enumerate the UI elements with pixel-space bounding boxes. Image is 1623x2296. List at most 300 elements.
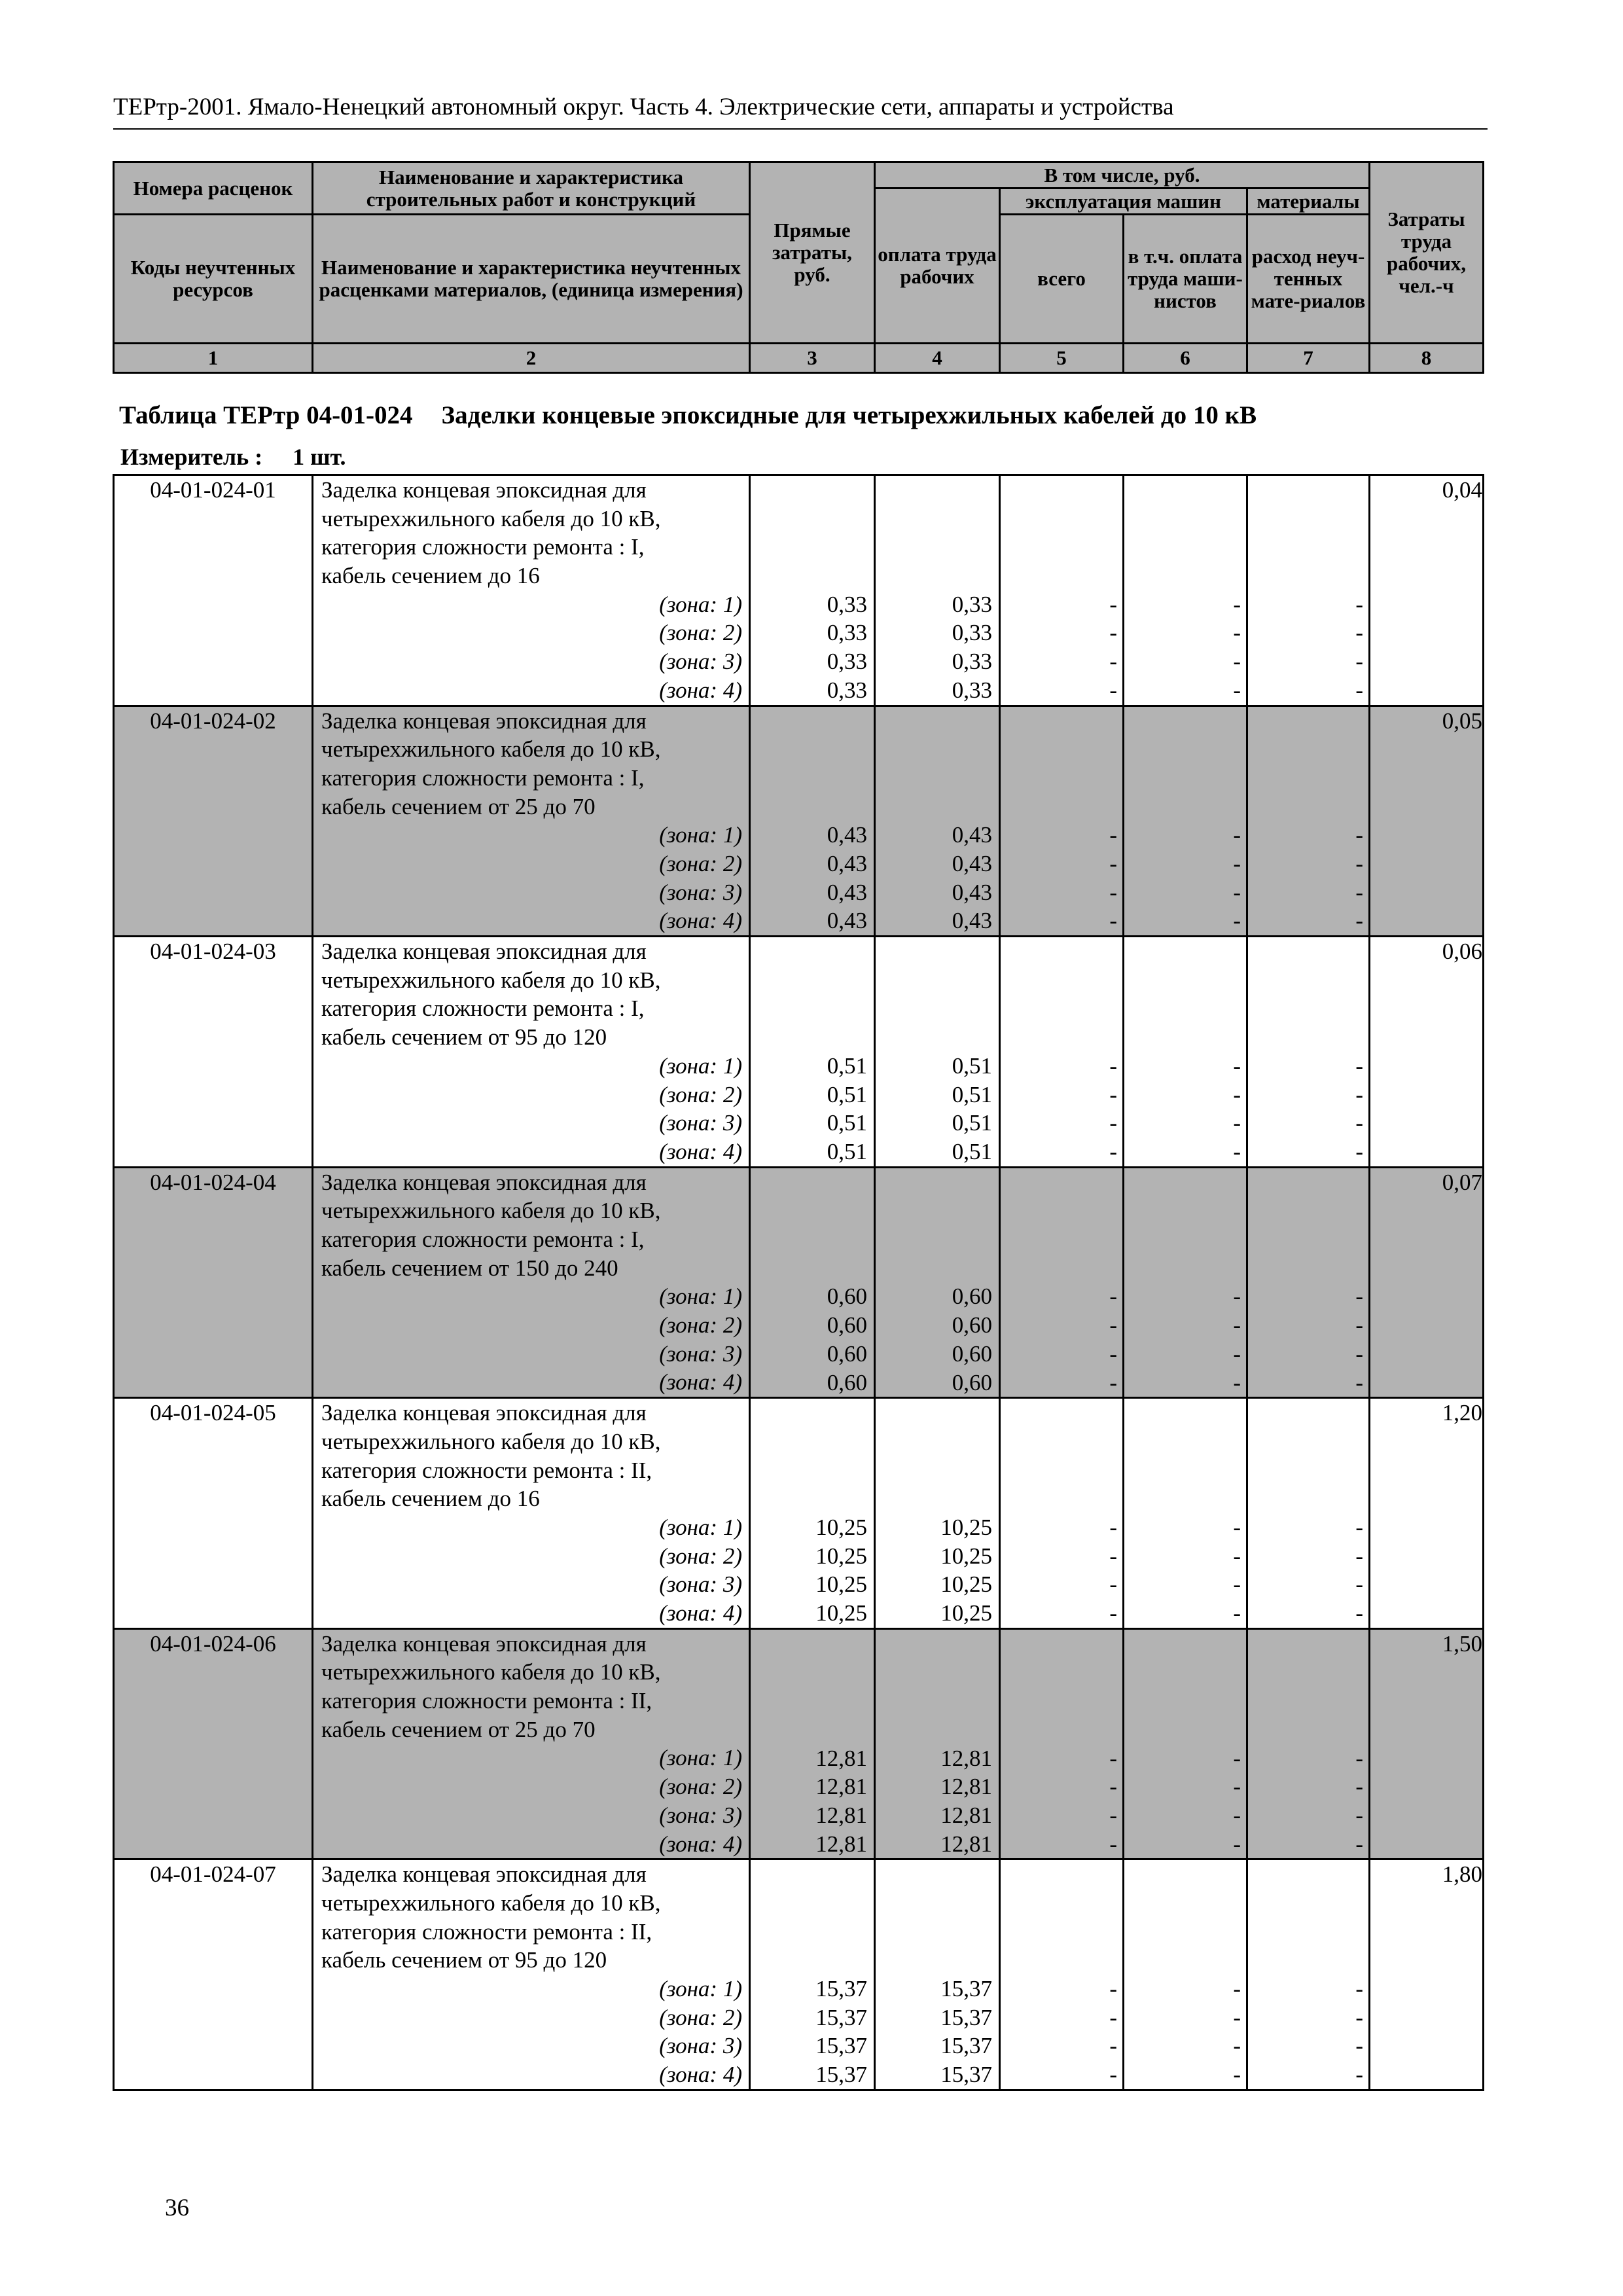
machines-total: - xyxy=(1109,822,1117,848)
description-line: четырехжильного кабеля до 10 кВ, xyxy=(321,736,661,762)
machines-total: - xyxy=(1109,591,1117,617)
materials-use-cell xyxy=(1247,937,1370,1168)
machines-total-cell xyxy=(1000,1398,1124,1629)
worker-wage: 0,43 xyxy=(952,879,992,905)
direct-cost: 15,37 xyxy=(815,1976,867,2002)
zone-label: (зона: 4) xyxy=(659,908,742,934)
machines-total: - xyxy=(1109,1976,1117,2002)
description-line: категория сложности ремонта : II, xyxy=(321,1457,652,1483)
materials-use: - xyxy=(1355,1138,1363,1164)
materials-use: - xyxy=(1355,851,1363,877)
spacer xyxy=(1001,1630,1122,1744)
worker-wage: 10,25 xyxy=(940,1571,992,1598)
description-line: категория сложности ремонта : II, xyxy=(321,1918,652,1945)
machines-total: - xyxy=(1109,1774,1117,1800)
zone-label: (зона: 1) xyxy=(659,591,742,617)
machinist-wage: - xyxy=(1233,908,1241,934)
header-number: 1 xyxy=(114,344,313,373)
machines-total: - xyxy=(1109,1110,1117,1136)
machinist-wage: - xyxy=(1233,1571,1241,1598)
machines-total: - xyxy=(1109,1571,1117,1598)
labor-cost: 1,20 xyxy=(1370,1398,1484,1629)
worker-wage: 0,43 xyxy=(952,822,992,848)
direct-cost: 10,25 xyxy=(815,1543,867,1569)
machines-total: - xyxy=(1109,1340,1117,1367)
table-row xyxy=(114,1859,1484,2090)
spacer xyxy=(751,476,874,590)
machines-total: - xyxy=(1109,1081,1117,1107)
rate-code: 04-01-024-03 xyxy=(114,937,313,1168)
machinist-wage: - xyxy=(1233,1138,1241,1164)
table-label: Таблица ТЕРтр 04-01-024 xyxy=(119,401,413,429)
labor-cost: 1,50 xyxy=(1370,1628,1484,1859)
worker-wage: 0,60 xyxy=(952,1340,992,1367)
table-row xyxy=(114,706,1484,937)
direct-cost: 0,43 xyxy=(827,908,867,934)
direct-cost-cell xyxy=(750,1859,875,2090)
description-line: категория сложности ремонта : I, xyxy=(321,996,645,1022)
worker-wage: 15,37 xyxy=(940,2062,992,2088)
spacer xyxy=(751,1168,874,1283)
worker-wage: 0,60 xyxy=(952,1312,992,1338)
header-col5: всего xyxy=(1000,215,1124,344)
machinist-wage: - xyxy=(1233,1976,1241,2002)
meter-label: Измеритель : xyxy=(120,444,263,470)
materials-use: - xyxy=(1355,1081,1363,1107)
worker-wage: 12,81 xyxy=(940,1774,992,1800)
direct-cost: 0,43 xyxy=(827,822,867,848)
description-line: категория сложности ремонта : I, xyxy=(321,764,645,791)
spacer xyxy=(1001,1399,1122,1513)
header-col8: Затраты труда рабочих, чел.-ч xyxy=(1370,162,1484,344)
spacer xyxy=(1001,937,1122,1052)
spacer xyxy=(1001,707,1122,821)
spacer xyxy=(876,1860,999,1975)
direct-cost-cell xyxy=(750,937,875,1168)
materials-use: - xyxy=(1355,1283,1363,1310)
labor-cost: 0,05 xyxy=(1370,706,1484,937)
machines-total-cell xyxy=(1000,1859,1124,2090)
direct-cost: 0,33 xyxy=(827,649,867,675)
machines-total: - xyxy=(1109,851,1117,877)
description-line: Заделка концевая эпоксидная для xyxy=(321,1169,647,1195)
machines-total: - xyxy=(1109,2062,1117,2088)
zone-label: (зона: 2) xyxy=(659,850,742,876)
machinist-wage: - xyxy=(1233,2062,1241,2088)
direct-cost: 0,60 xyxy=(827,1340,867,1367)
materials-use: - xyxy=(1355,1312,1363,1338)
machinist-wage-cell xyxy=(1124,1628,1247,1859)
machinist-wage: - xyxy=(1233,1831,1241,1857)
zone-label: (зона: 2) xyxy=(659,2004,742,2030)
worker-wage: 0,33 xyxy=(952,591,992,617)
zone-label: (зона: 4) xyxy=(659,1369,742,1395)
direct-cost: 0,51 xyxy=(827,1138,867,1164)
direct-cost-cell xyxy=(750,475,875,706)
worker-wage: 10,25 xyxy=(940,1600,992,1626)
header-number: 7 xyxy=(1247,344,1370,373)
spacer xyxy=(876,1630,999,1744)
machines-total: - xyxy=(1109,908,1117,934)
machinist-wage: - xyxy=(1233,1340,1241,1367)
machinist-wage: - xyxy=(1233,879,1241,905)
header-group-materials: материалы xyxy=(1247,188,1370,215)
description-line: Заделка концевая эпоксидная для xyxy=(321,1861,647,1888)
spacer xyxy=(1124,937,1246,1052)
spacer xyxy=(1001,1860,1122,1975)
page-number: 36 xyxy=(165,2195,189,2221)
table-row xyxy=(114,1628,1484,1859)
machines-total: - xyxy=(1109,1543,1117,1569)
machines-total: - xyxy=(1109,649,1117,675)
description-line: четырехжильного кабеля до 10 кВ, xyxy=(321,1198,661,1224)
materials-use: - xyxy=(1355,677,1363,703)
header-col3: Прямые затраты, руб. xyxy=(750,162,875,344)
zone-label: (зона: 3) xyxy=(659,2033,742,2059)
spacer xyxy=(1248,937,1368,1052)
rate-description-cell xyxy=(313,1859,750,2090)
direct-cost: 0,51 xyxy=(827,1110,867,1136)
description-line: кабель сечением от 25 до 70 xyxy=(321,1716,596,1742)
materials-use: - xyxy=(1355,908,1363,934)
materials-use: - xyxy=(1355,1802,1363,1828)
spacer xyxy=(1124,707,1246,821)
materials-use: - xyxy=(1355,1571,1363,1598)
spacer xyxy=(751,707,874,821)
spacer xyxy=(751,1860,874,1975)
header-col1-bottom: Коды неучтенных ресурсов xyxy=(114,215,313,344)
zone-label: (зона: 1) xyxy=(659,1745,742,1771)
materials-use: - xyxy=(1355,2004,1363,2030)
materials-use: - xyxy=(1355,2033,1363,2059)
rates-table xyxy=(113,474,1484,2091)
worker-wage: 12,81 xyxy=(940,1831,992,1857)
worker-wage-cell xyxy=(875,1628,1000,1859)
header-col4: оплата труда рабочих xyxy=(875,188,1000,344)
machinist-wage-cell xyxy=(1124,937,1247,1168)
worker-wage-cell xyxy=(875,1167,1000,1398)
machinist-wage: - xyxy=(1233,1369,1241,1395)
worker-wage: 0,51 xyxy=(952,1081,992,1107)
materials-use-cell xyxy=(1247,1628,1370,1859)
zone-label: (зона: 1) xyxy=(659,1514,742,1540)
table-name: Заделки концевые эпоксидные для четырехжильных кабелей до 10 кВ xyxy=(441,401,1257,429)
worker-wage: 0,60 xyxy=(952,1369,992,1395)
description-line: четырехжильного кабеля до 10 кВ, xyxy=(321,1890,661,1916)
machines-total: - xyxy=(1109,1052,1117,1079)
direct-cost: 10,25 xyxy=(815,1600,867,1626)
spacer xyxy=(751,1630,874,1744)
table-title xyxy=(119,401,1257,430)
header-col2-bottom: Наименование и характеристика неучтенных расценками материалов, (единица измерения) xyxy=(313,215,750,344)
meter xyxy=(120,443,346,471)
rate-description-cell xyxy=(313,1167,750,1398)
zone-label: (зона: 2) xyxy=(659,1081,742,1107)
machinist-wage-cell xyxy=(1124,706,1247,937)
rate-code: 04-01-024-01 xyxy=(114,475,313,706)
materials-use: - xyxy=(1355,1976,1363,2002)
description-line: Заделка концевая эпоксидная для xyxy=(321,477,647,503)
header-col2-top: Наименование и характеристика строительных работ и конструкций xyxy=(313,162,750,215)
worker-wage: 0,33 xyxy=(952,649,992,675)
direct-cost: 0,51 xyxy=(827,1081,867,1107)
machinist-wage: - xyxy=(1233,1283,1241,1310)
materials-use: - xyxy=(1355,620,1363,646)
machines-total: - xyxy=(1109,1745,1117,1771)
description-line: кабель сечением от 25 до 70 xyxy=(321,793,596,819)
materials-use: - xyxy=(1355,1543,1363,1569)
spacer xyxy=(876,937,999,1052)
machinist-wage: - xyxy=(1233,1745,1241,1771)
direct-cost: 0,60 xyxy=(827,1312,867,1338)
rate-code: 04-01-024-02 xyxy=(114,706,313,937)
materials-use: - xyxy=(1355,1831,1363,1857)
materials-use: - xyxy=(1355,879,1363,905)
spacer xyxy=(876,1399,999,1513)
direct-cost-cell xyxy=(750,1167,875,1398)
machinist-wage: - xyxy=(1233,649,1241,675)
direct-cost: 12,81 xyxy=(815,1831,867,1857)
spacer xyxy=(1248,476,1368,590)
direct-cost-cell xyxy=(750,1628,875,1859)
rate-code: 04-01-024-07 xyxy=(114,1859,313,2090)
worker-wage-cell xyxy=(875,1859,1000,2090)
zone-label: (зона: 3) xyxy=(659,1110,742,1136)
header-group-incl: В том числе, руб. xyxy=(875,162,1370,188)
worker-wage: 12,81 xyxy=(940,1745,992,1771)
worker-wage: 10,25 xyxy=(940,1543,992,1569)
machinist-wage: - xyxy=(1233,2004,1241,2030)
header-col7: расход неуч-тенных мате-риалов xyxy=(1247,215,1370,344)
description-line: Заделка концевая эпоксидная для xyxy=(321,1630,647,1657)
spacer xyxy=(876,476,999,590)
labor-cost: 0,07 xyxy=(1370,1167,1484,1398)
machines-total-cell xyxy=(1000,706,1124,937)
spacer xyxy=(1248,1399,1368,1513)
spacer xyxy=(1124,476,1246,590)
materials-use: - xyxy=(1355,591,1363,617)
description-line: кабель сечением до 16 xyxy=(321,1486,540,1512)
worker-wage: 15,37 xyxy=(940,2004,992,2030)
spacer xyxy=(1248,1860,1368,1975)
machinist-wage: - xyxy=(1233,1312,1241,1338)
machines-total-cell xyxy=(1000,1628,1124,1859)
machines-total-cell xyxy=(1000,937,1124,1168)
table-row xyxy=(114,475,1484,706)
description-line: Заделка концевая эпоксидная для xyxy=(321,708,647,734)
machines-total: - xyxy=(1109,620,1117,646)
direct-cost: 0,33 xyxy=(827,620,867,646)
description-line: кабель сечением от 95 до 120 xyxy=(321,1024,607,1050)
worker-wage: 10,25 xyxy=(940,1514,992,1540)
machinist-wage: - xyxy=(1233,1802,1241,1828)
machinist-wage: - xyxy=(1233,1110,1241,1136)
machines-total: - xyxy=(1109,1283,1117,1310)
materials-use: - xyxy=(1355,649,1363,675)
machinist-wage: - xyxy=(1233,677,1241,703)
machinist-wage: - xyxy=(1233,1774,1241,1800)
direct-cost: 15,37 xyxy=(815,2033,867,2059)
machines-total-cell xyxy=(1000,475,1124,706)
direct-cost: 10,25 xyxy=(815,1514,867,1540)
running-head-rule xyxy=(113,128,1488,130)
description-line: четырехжильного кабеля до 10 кВ, xyxy=(321,1659,661,1685)
spacer xyxy=(1124,1399,1246,1513)
running-head: ТЕРтр-2001. Ямало-Ненецкий автономный округ. Часть 4. Электрические сети, аппараты и устройства xyxy=(113,94,1174,120)
direct-cost: 15,37 xyxy=(815,2004,867,2030)
materials-use: - xyxy=(1355,1369,1363,1395)
direct-cost: 0,33 xyxy=(827,677,867,703)
description-line: кабель сечением от 150 до 240 xyxy=(321,1255,618,1281)
machinist-wage: - xyxy=(1233,1081,1241,1107)
worker-wage: 0,33 xyxy=(952,677,992,703)
rate-description-cell xyxy=(313,475,750,706)
table-row xyxy=(114,1167,1484,1398)
worker-wage: 0,51 xyxy=(952,1138,992,1164)
zone-label: (зона: 2) xyxy=(659,1774,742,1800)
machinist-wage: - xyxy=(1233,1052,1241,1079)
machinist-wage: - xyxy=(1233,591,1241,617)
zone-label: (зона: 3) xyxy=(659,879,742,905)
machinist-wage-cell xyxy=(1124,1398,1247,1629)
header-number: 3 xyxy=(750,344,875,373)
direct-cost: 10,25 xyxy=(815,1571,867,1598)
materials-use-cell xyxy=(1247,1398,1370,1629)
materials-use: - xyxy=(1355,2062,1363,2088)
spacer xyxy=(1001,476,1122,590)
materials-use: - xyxy=(1355,1110,1363,1136)
rate-description-cell xyxy=(313,1398,750,1629)
spacer xyxy=(1001,1168,1122,1283)
header-number: 6 xyxy=(1124,344,1247,373)
description-line: четырехжильного кабеля до 10 кВ, xyxy=(321,1428,661,1454)
spacer xyxy=(751,937,874,1052)
rate-description-cell xyxy=(313,1628,750,1859)
worker-wage: 0,43 xyxy=(952,908,992,934)
materials-use: - xyxy=(1355,1774,1363,1800)
spacer xyxy=(1248,1168,1368,1283)
machines-total: - xyxy=(1109,1514,1117,1540)
machines-total: - xyxy=(1109,2033,1117,2059)
spacer xyxy=(876,707,999,821)
meter-value: 1 шт. xyxy=(293,444,346,470)
rate-code: 04-01-024-06 xyxy=(114,1628,313,1859)
materials-use: - xyxy=(1355,1600,1363,1626)
zone-label: (зона: 3) xyxy=(659,649,742,675)
description-line: кабель сечением от 95 до 120 xyxy=(321,1947,607,1973)
machines-total: - xyxy=(1109,1802,1117,1828)
description-line: категория сложности ремонта : I, xyxy=(321,1227,645,1253)
spacer xyxy=(1248,1630,1368,1744)
worker-wage: 0,51 xyxy=(952,1110,992,1136)
direct-cost: 0,51 xyxy=(827,1052,867,1079)
machines-total: - xyxy=(1109,677,1117,703)
machines-total-cell xyxy=(1000,1167,1124,1398)
rate-description-cell xyxy=(313,937,750,1168)
zone-label: (зона: 4) xyxy=(659,1831,742,1857)
worker-wage: 12,81 xyxy=(940,1802,992,1828)
machinist-wage-cell xyxy=(1124,1167,1247,1398)
zone-label: (зона: 3) xyxy=(659,1571,742,1598)
machinist-wage: - xyxy=(1233,1600,1241,1626)
direct-cost: 12,81 xyxy=(815,1774,867,1800)
direct-cost: 0,43 xyxy=(827,851,867,877)
header-group-machines: эксплуатация машин xyxy=(1000,188,1247,215)
direct-cost: 15,37 xyxy=(815,2062,867,2088)
zone-label: (зона: 4) xyxy=(659,2062,742,2088)
worker-wage: 0,33 xyxy=(952,620,992,646)
worker-wage-cell xyxy=(875,937,1000,1168)
zone-label: (зона: 2) xyxy=(659,1543,742,1569)
machinist-wage: - xyxy=(1233,2033,1241,2059)
materials-use-cell xyxy=(1247,475,1370,706)
machines-total: - xyxy=(1109,2004,1117,2030)
zone-label: (зона: 4) xyxy=(659,1138,742,1164)
direct-cost: 12,81 xyxy=(815,1745,867,1771)
table-row xyxy=(114,1398,1484,1629)
zone-label: (зона: 2) xyxy=(659,1312,742,1338)
worker-wage: 0,51 xyxy=(952,1052,992,1079)
zone-label: (зона: 1) xyxy=(659,1976,742,2002)
description-line: категория сложности ремонта : II, xyxy=(321,1688,652,1714)
worker-wage: 0,43 xyxy=(952,851,992,877)
machinist-wage-cell xyxy=(1124,475,1247,706)
header-number: 2 xyxy=(313,344,750,373)
machines-total: - xyxy=(1109,1312,1117,1338)
labor-cost: 1,80 xyxy=(1370,1859,1484,2090)
zone-label: (зона: 2) xyxy=(659,620,742,646)
direct-cost: 0,33 xyxy=(827,591,867,617)
zone-label: (зона: 1) xyxy=(659,1283,742,1310)
header-number: 4 xyxy=(875,344,1000,373)
header-number: 8 xyxy=(1370,344,1484,373)
worker-wage: 15,37 xyxy=(940,2033,992,2059)
worker-wage-cell xyxy=(875,1398,1000,1629)
header-col6: в т.ч. оплата труда маши-нистов xyxy=(1124,215,1247,344)
worker-wage-cell xyxy=(875,706,1000,937)
zone-label: (зона: 4) xyxy=(659,1600,742,1626)
worker-wage-cell xyxy=(875,475,1000,706)
spacer xyxy=(876,1168,999,1283)
rate-code: 04-01-024-04 xyxy=(114,1167,313,1398)
zone-label: (зона: 1) xyxy=(659,822,742,848)
machines-total: - xyxy=(1109,879,1117,905)
labor-cost: 0,06 xyxy=(1370,937,1484,1168)
machinist-wage: - xyxy=(1233,851,1241,877)
machinist-wage: - xyxy=(1233,1514,1241,1540)
description-line: категория сложности ремонта : I, xyxy=(321,534,645,560)
description-line: четырехжильного кабеля до 10 кВ, xyxy=(321,505,661,531)
spacer xyxy=(1124,1860,1246,1975)
materials-use: - xyxy=(1355,1052,1363,1079)
machinist-wage: - xyxy=(1233,822,1241,848)
worker-wage: 15,37 xyxy=(940,1976,992,2002)
machines-total: - xyxy=(1109,1600,1117,1626)
table-row xyxy=(114,937,1484,1168)
header-table xyxy=(113,161,1484,374)
worker-wage: 0,60 xyxy=(952,1283,992,1310)
direct-cost: 0,43 xyxy=(827,879,867,905)
description-line: четырехжильного кабеля до 10 кВ, xyxy=(321,967,661,993)
description-line: кабель сечением до 16 xyxy=(321,563,540,589)
materials-use-cell xyxy=(1247,1167,1370,1398)
materials-use: - xyxy=(1355,1340,1363,1367)
rate-code: 04-01-024-05 xyxy=(114,1398,313,1629)
materials-use: - xyxy=(1355,1514,1363,1540)
spacer xyxy=(1248,707,1368,821)
zone-label: (зона: 4) xyxy=(659,677,742,703)
machines-total: - xyxy=(1109,1831,1117,1857)
